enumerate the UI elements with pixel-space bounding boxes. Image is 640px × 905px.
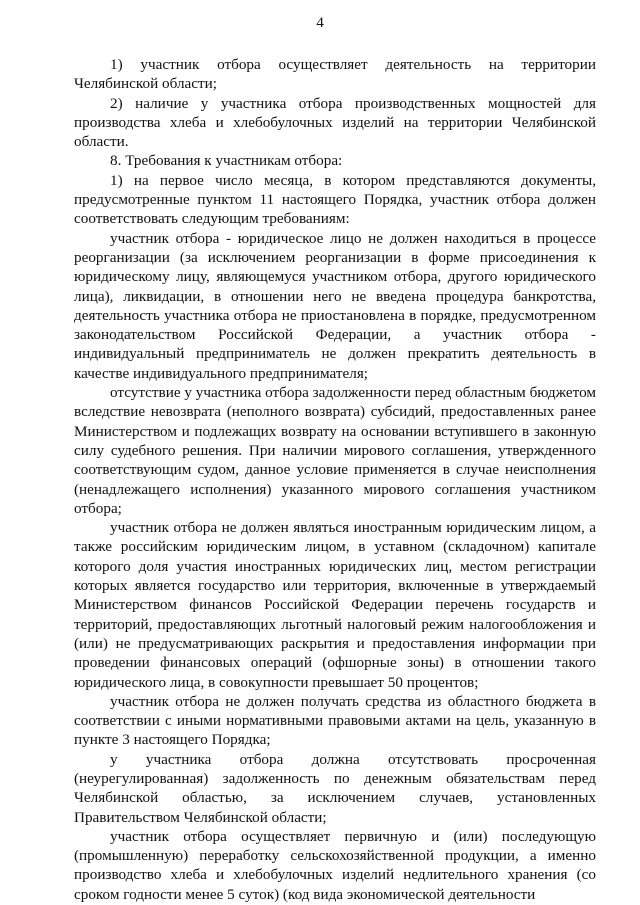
paragraph-overdue-debt: у участника отбора должна отсутствовать просроченная (неурегулированная) задолженность по денежным обязательствам перед Челябинской областью, за исключением случаев, установленных Правительством Челябинской области; <box>74 750 596 826</box>
paragraph-other-funds: участник отбора не должен получать средства из областного бюджета в соответствии с иными нормативными правовыми актами на цель, указанную в пункте 3 настоящего Порядка; <box>74 692 596 749</box>
paragraph-1: 1) участник отбора осуществляет деятельность на территории Челябинской области; <box>74 56 596 93</box>
paragraph-debt-subsidies: отсутствие у участника отбора задолженности перед областным бюджетом вследствие невозврата (неполного возврата) субсидий, предоставленных ранее Министерством и подлежащих возврату на основании вступившего в законную силу судебного решения. При наличии мирового соглашения, утвержденного соответствующим судом, данное условие применяется в случае неисполнения (ненадлежащего исполнения) указанного мирового соглашения участником отбора; <box>74 384 596 517</box>
page-number: 4 <box>316 14 324 31</box>
paragraph-2: 2) наличие у участника отбора производственных мощностей для производства хлеба и хлебобулочных изделий на территории Челябинской области. <box>74 94 596 151</box>
section-heading-8: 8. Требования к участникам отбора: <box>110 152 343 170</box>
paragraph-foreign-entity: участник отбора не должен являться иностранным юридическим лицом, а также российским юридическим лицом, в уставном (складочном) капитале которого доля участия иностранных юридических лиц, местом регистрации которых является государство или территория, включенные в утверждаемый Министерством финансов Российской Федерации перечень государств и территорий, предоставляющих льготный налоговый режим налогообложения и (или) не предусматривающих раскрытия и предоставления информации при проведении финансовых операций (офшорные зоны) в отношении такого юридического лица, в совокупности превышает 50 процентов; <box>74 519 596 691</box>
paragraph-processing: участник отбора осуществляет первичную и (или) последующую (промышленную) переработку сельскохозяйственной продукции, а именно производство хлеба и хлебобулочных изделий недлительного хранения (со сроком годности менее 5 суток) (код вида экономической деятельности <box>74 827 596 903</box>
document-body <box>74 55 596 904</box>
paragraph-requirement-1: 1) на первое число месяца, в котором представляются документы, предусмотренные пунктом 11 настоящего Порядка, участник отбора должен соответствовать следующим требованиям: <box>74 171 596 228</box>
paragraph-reorganization: участник отбора - юридическое лицо не должен находиться в процессе реорганизации (за исключением реорганизации в форме присоединения к юридическому лицу, являющемуся участником отбора, другого юридического лица), ликвидации, в отношении него не введена процедура банкротства, деятельность участника отбора не приостановлена в порядке, предусмотренном законодательством Российской Федерации, а участник отбора - индивидуальный предприниматель не должен прекратить деятельность в качестве индивидуального предпринимателя; <box>74 229 596 382</box>
